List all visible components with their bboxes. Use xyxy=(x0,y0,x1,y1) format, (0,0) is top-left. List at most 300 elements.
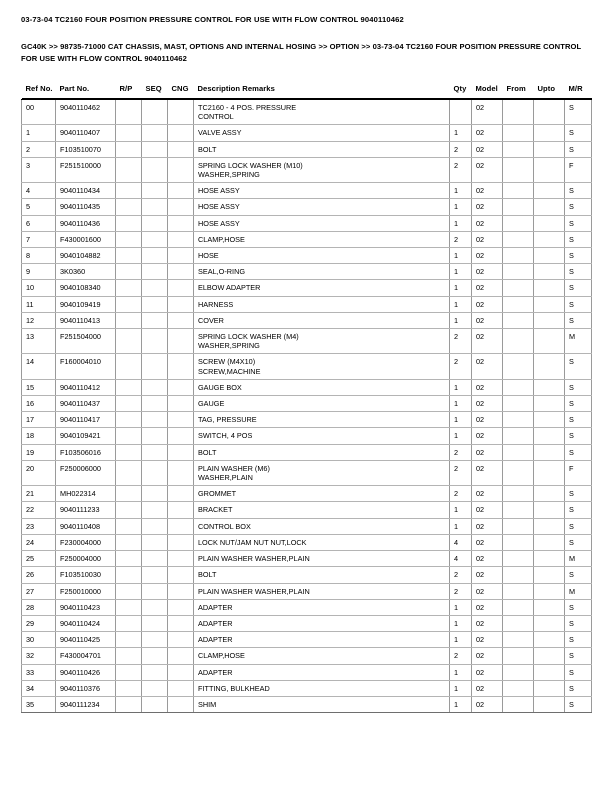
cell-cng xyxy=(168,329,194,354)
cell-description-line2: CONTROL xyxy=(198,112,234,122)
cell-cng xyxy=(168,215,194,231)
cell-ref-no: 15 xyxy=(22,379,56,395)
column-header-part-no: Part No. xyxy=(59,84,90,93)
cell-mr: S xyxy=(565,444,592,460)
cell-mr: S xyxy=(565,648,592,664)
cell-description: BOLT xyxy=(194,141,450,157)
table-row xyxy=(22,460,592,485)
cell-mr: S xyxy=(565,312,592,328)
column-header-qty: Qty xyxy=(453,84,467,93)
cell-qty: 2 xyxy=(450,648,472,664)
cell-model: 02 xyxy=(472,296,503,312)
cell-upto xyxy=(534,518,565,534)
cell-description: GROMMET xyxy=(194,486,450,502)
table-row xyxy=(22,329,592,354)
cell-from xyxy=(503,100,534,125)
cell-model: 02 xyxy=(472,157,503,182)
cell-ref-no: 11 xyxy=(22,296,56,312)
cell-ref-no: 10 xyxy=(22,280,56,296)
cell-seq xyxy=(142,567,168,583)
cell-part-no: 9040111233 xyxy=(56,502,116,518)
cell-seq xyxy=(142,329,168,354)
cell-ref-no: 2 xyxy=(22,141,56,157)
cell-mr: S xyxy=(565,264,592,280)
cell-part-no: F103510030 xyxy=(56,567,116,583)
cell-upto xyxy=(534,428,565,444)
cell-seq xyxy=(142,648,168,664)
cell-part-no: F250006000 xyxy=(56,460,116,485)
cell-description: BOLT xyxy=(194,444,450,460)
cell-rp xyxy=(116,264,142,280)
cell-upto xyxy=(534,312,565,328)
table-row xyxy=(22,534,592,550)
cell-seq xyxy=(142,664,168,680)
cell-rp xyxy=(116,502,142,518)
cell-from xyxy=(503,412,534,428)
cell-from xyxy=(503,379,534,395)
cell-upto xyxy=(534,460,565,485)
cell-rp xyxy=(116,444,142,460)
cell-part-no: F430004701 xyxy=(56,648,116,664)
column-header-description-remarks: Description Remarks xyxy=(197,84,275,93)
cell-cng xyxy=(168,460,194,485)
table-row xyxy=(22,183,592,199)
cell-seq xyxy=(142,412,168,428)
table-row xyxy=(22,199,592,215)
cell-rp xyxy=(116,312,142,328)
cell-rp xyxy=(116,296,142,312)
cell-description: HOSE xyxy=(194,248,450,264)
cell-model: 02 xyxy=(472,215,503,231)
cell-part-no: 9040109421 xyxy=(56,428,116,444)
cell-qty: 1 xyxy=(450,412,472,428)
cell-seq xyxy=(142,157,168,182)
cell-qty: 2 xyxy=(450,354,472,379)
table-row xyxy=(22,215,592,231)
cell-from xyxy=(503,141,534,157)
cell-mr: S xyxy=(565,183,592,199)
cell-ref-no: 21 xyxy=(22,486,56,502)
cell-cng xyxy=(168,632,194,648)
cell-model: 02 xyxy=(472,696,503,712)
cell-ref-no: 20 xyxy=(22,460,56,485)
cell-seq xyxy=(142,100,168,125)
cell-seq xyxy=(142,183,168,199)
cell-description-line2: SCREW,MACHINE xyxy=(198,366,261,376)
cell-upto xyxy=(534,599,565,615)
cell-ref-no: 6 xyxy=(22,215,56,231)
cell-seq xyxy=(142,396,168,412)
cell-description-line2: WASHER,PLAIN xyxy=(198,473,253,483)
cell-description: HOSE ASSY xyxy=(194,215,450,231)
cell-description: TC2160 - 4 POS. PRESSURE CONTROL xyxy=(194,100,450,125)
cell-rp xyxy=(116,664,142,680)
cell-mr: S xyxy=(565,354,592,379)
column-header-model: Model xyxy=(475,84,498,93)
cell-mr: M xyxy=(565,583,592,599)
cell-upto xyxy=(534,680,565,696)
cell-upto xyxy=(534,231,565,247)
cell-from xyxy=(503,534,534,550)
cell-cng xyxy=(168,518,194,534)
cell-description: GAUGE xyxy=(194,396,450,412)
cell-upto xyxy=(534,141,565,157)
cell-from xyxy=(503,396,534,412)
cell-part-no: 3K0360 xyxy=(56,264,116,280)
table-row xyxy=(22,264,592,280)
cell-rp xyxy=(116,696,142,712)
cell-rp xyxy=(116,534,142,550)
cell-qty: 2 xyxy=(450,157,472,182)
column-header-seq: SEQ xyxy=(145,84,162,93)
cell-upto xyxy=(534,648,565,664)
cell-rp xyxy=(116,551,142,567)
cell-mr: S xyxy=(565,518,592,534)
cell-cng xyxy=(168,157,194,182)
cell-upto xyxy=(534,264,565,280)
cell-model: 02 xyxy=(472,444,503,460)
cell-qty: 4 xyxy=(450,534,472,550)
cell-cng xyxy=(168,199,194,215)
table-row xyxy=(22,502,592,518)
cell-from xyxy=(503,215,534,231)
cell-seq xyxy=(142,125,168,141)
table-row xyxy=(22,354,592,379)
cell-mr: S xyxy=(565,199,592,215)
cell-ref-no: 19 xyxy=(22,444,56,460)
cell-seq xyxy=(142,354,168,379)
cell-cng xyxy=(168,280,194,296)
table-row xyxy=(22,428,592,444)
cell-upto xyxy=(534,632,565,648)
cell-part-no: 9040110434 xyxy=(56,183,116,199)
cell-description: ADAPTER xyxy=(194,599,450,615)
cell-part-no: 9040110408 xyxy=(56,518,116,534)
cell-ref-no: 4 xyxy=(22,183,56,199)
cell-model: 02 xyxy=(472,551,503,567)
cell-mr: S xyxy=(565,428,592,444)
cell-description: CLAMP,HOSE xyxy=(194,231,450,247)
cell-model: 02 xyxy=(472,183,503,199)
cell-upto xyxy=(534,396,565,412)
column-header-cng: CNG xyxy=(171,84,189,93)
cell-rp xyxy=(116,280,142,296)
cell-description: PLAIN WASHER WASHER,PLAIN xyxy=(194,583,450,599)
cell-from xyxy=(503,583,534,599)
cell-seq xyxy=(142,199,168,215)
cell-upto xyxy=(534,412,565,428)
cell-model: 02 xyxy=(472,680,503,696)
cell-qty: 1 xyxy=(450,428,472,444)
cell-from xyxy=(503,648,534,664)
cell-rp xyxy=(116,199,142,215)
cell-description: PLAIN WASHER (M6) WASHER,PLAIN xyxy=(194,460,450,485)
cell-seq xyxy=(142,141,168,157)
cell-from xyxy=(503,125,534,141)
cell-model: 02 xyxy=(472,583,503,599)
cell-model: 02 xyxy=(472,125,503,141)
cell-from xyxy=(503,615,534,631)
cell-part-no: 9040110412 xyxy=(56,379,116,395)
cell-cng xyxy=(168,534,194,550)
cell-rp xyxy=(116,615,142,631)
cell-part-no: F250004000 xyxy=(56,551,116,567)
table-row xyxy=(22,615,592,631)
breadcrumb: GC40K >> 98735-71000 CAT CHASSIS, MAST, OPTIONS AND INTERNAL HOSING >> OPTION >> 03-73-04 TC2160 FOUR POSITION PRESSURE CONTROL FOR USE WITH FLOW CONTROL 9040110462 xyxy=(21,42,582,63)
cell-upto xyxy=(534,199,565,215)
cell-ref-no: 17 xyxy=(22,412,56,428)
cell-upto xyxy=(534,296,565,312)
cell-part-no: MH022314 xyxy=(56,486,116,502)
cell-part-no: 9040110462 xyxy=(56,100,116,125)
cell-model: 02 xyxy=(472,199,503,215)
cell-qty xyxy=(450,100,472,125)
cell-from xyxy=(503,199,534,215)
cell-ref-no: 23 xyxy=(22,518,56,534)
cell-qty: 2 xyxy=(450,583,472,599)
cell-cng xyxy=(168,296,194,312)
cell-description: CLAMP,HOSE xyxy=(194,648,450,664)
cell-part-no: F250010000 xyxy=(56,583,116,599)
table-row xyxy=(22,412,592,428)
table-row xyxy=(22,379,592,395)
cell-part-no: F230004000 xyxy=(56,534,116,550)
cell-from xyxy=(503,632,534,648)
table-row xyxy=(22,157,592,182)
cell-cng xyxy=(168,567,194,583)
cell-cng xyxy=(168,141,194,157)
cell-mr: S xyxy=(565,615,592,631)
cell-qty: 1 xyxy=(450,396,472,412)
cell-cng xyxy=(168,412,194,428)
cell-ref-no: 25 xyxy=(22,551,56,567)
table-row xyxy=(22,518,592,534)
cell-part-no: 9040111234 xyxy=(56,696,116,712)
cell-description: HOSE ASSY xyxy=(194,183,450,199)
cell-seq xyxy=(142,502,168,518)
cell-cng xyxy=(168,680,194,696)
cell-description: ELBOW ADAPTER xyxy=(194,280,450,296)
cell-qty: 1 xyxy=(450,296,472,312)
cell-qty: 1 xyxy=(450,248,472,264)
cell-cng xyxy=(168,354,194,379)
cell-seq xyxy=(142,379,168,395)
cell-description-line2: WASHER,SPRING xyxy=(198,341,260,351)
cell-rp xyxy=(116,412,142,428)
cell-description: COVER xyxy=(194,312,450,328)
cell-upto xyxy=(534,215,565,231)
cell-qty: 2 xyxy=(450,444,472,460)
cell-rp xyxy=(116,460,142,485)
cell-description: SWITCH, 4 POS xyxy=(194,428,450,444)
cell-rp xyxy=(116,632,142,648)
column-header-from: From xyxy=(506,84,526,93)
cell-ref-no: 13 xyxy=(22,329,56,354)
page-title: 03-73-04 TC2160 FOUR POSITION PRESSURE CONTROL FOR USE WITH FLOW CONTROL 9040110462 xyxy=(21,15,404,24)
column-header-ref-no: Ref No. xyxy=(25,84,53,93)
cell-qty: 1 xyxy=(450,264,472,280)
cell-seq xyxy=(142,680,168,696)
cell-description: CONTROL BOX xyxy=(194,518,450,534)
cell-rp xyxy=(116,428,142,444)
cell-qty: 1 xyxy=(450,199,472,215)
cell-mr: S xyxy=(565,599,592,615)
cell-cng xyxy=(168,312,194,328)
table-row xyxy=(22,551,592,567)
cell-upto xyxy=(534,125,565,141)
cell-description: SHIM xyxy=(194,696,450,712)
cell-rp xyxy=(116,141,142,157)
cell-upto xyxy=(534,329,565,354)
cell-cng xyxy=(168,428,194,444)
table-row xyxy=(22,583,592,599)
cell-ref-no: 5 xyxy=(22,199,56,215)
cell-mr: M xyxy=(565,329,592,354)
cell-from xyxy=(503,280,534,296)
cell-rp xyxy=(116,567,142,583)
cell-part-no: F430001600 xyxy=(56,231,116,247)
cell-ref-no: 24 xyxy=(22,534,56,550)
cell-mr: S xyxy=(565,125,592,141)
cell-model: 02 xyxy=(472,567,503,583)
cell-cng xyxy=(168,502,194,518)
cell-seq xyxy=(142,583,168,599)
cell-from xyxy=(503,599,534,615)
cell-cng xyxy=(168,379,194,395)
cell-cng xyxy=(168,696,194,712)
table-row xyxy=(22,632,592,648)
table-header xyxy=(22,84,592,100)
cell-from xyxy=(503,444,534,460)
cell-rp xyxy=(116,125,142,141)
cell-from xyxy=(503,567,534,583)
cell-ref-no: 22 xyxy=(22,502,56,518)
cell-cng xyxy=(168,486,194,502)
cell-description: GAUGE BOX xyxy=(194,379,450,395)
cell-rp xyxy=(116,648,142,664)
cell-description: SPRING LOCK WASHER (M4) WASHER,SPRING xyxy=(194,329,450,354)
cell-model: 02 xyxy=(472,502,503,518)
cell-ref-no: 00 xyxy=(22,100,56,125)
cell-qty: 1 xyxy=(450,599,472,615)
cell-seq xyxy=(142,264,168,280)
cell-mr: S xyxy=(565,664,592,680)
cell-model: 02 xyxy=(472,534,503,550)
cell-part-no: 9040104882 xyxy=(56,248,116,264)
cell-rp xyxy=(116,329,142,354)
cell-seq xyxy=(142,551,168,567)
cell-mr: S xyxy=(565,280,592,296)
cell-mr: S xyxy=(565,248,592,264)
table-row xyxy=(22,567,592,583)
cell-rp xyxy=(116,583,142,599)
cell-from xyxy=(503,329,534,354)
cell-qty: 2 xyxy=(450,231,472,247)
table-row xyxy=(22,664,592,680)
cell-ref-no: 26 xyxy=(22,567,56,583)
cell-part-no: F103506016 xyxy=(56,444,116,460)
cell-from xyxy=(503,248,534,264)
cell-part-no: F103510070 xyxy=(56,141,116,157)
parts-table xyxy=(21,84,592,713)
cell-from xyxy=(503,231,534,247)
cell-seq xyxy=(142,518,168,534)
cell-seq xyxy=(142,696,168,712)
cell-upto xyxy=(534,157,565,182)
cell-rp xyxy=(116,599,142,615)
cell-description: ADAPTER xyxy=(194,664,450,680)
cell-from xyxy=(503,551,534,567)
cell-seq xyxy=(142,444,168,460)
cell-rp xyxy=(116,518,142,534)
cell-mr: M xyxy=(565,551,592,567)
cell-from xyxy=(503,183,534,199)
cell-mr: S xyxy=(565,696,592,712)
cell-seq xyxy=(142,615,168,631)
cell-from xyxy=(503,680,534,696)
cell-from xyxy=(503,518,534,534)
table-row xyxy=(22,100,592,125)
cell-rp xyxy=(116,486,142,502)
table-body xyxy=(22,100,592,713)
cell-description: HOSE ASSY xyxy=(194,199,450,215)
cell-cng xyxy=(168,100,194,125)
cell-from xyxy=(503,354,534,379)
cell-upto xyxy=(534,615,565,631)
cell-model: 02 xyxy=(472,460,503,485)
cell-part-no: 9040110424 xyxy=(56,615,116,631)
cell-model: 02 xyxy=(472,354,503,379)
cell-from xyxy=(503,428,534,444)
cell-mr: F xyxy=(565,460,592,485)
cell-ref-no: 32 xyxy=(22,648,56,664)
cell-qty: 1 xyxy=(450,632,472,648)
cell-ref-no: 3 xyxy=(22,157,56,182)
table-row xyxy=(22,599,592,615)
cell-description: TAG, PRESSURE xyxy=(194,412,450,428)
cell-qty: 1 xyxy=(450,680,472,696)
column-header-upto: Upto xyxy=(537,84,556,93)
cell-qty: 1 xyxy=(450,696,472,712)
cell-cng xyxy=(168,183,194,199)
cell-mr: S xyxy=(565,632,592,648)
cell-ref-no: 1 xyxy=(22,125,56,141)
table-row xyxy=(22,141,592,157)
cell-mr: S xyxy=(565,534,592,550)
cell-upto xyxy=(534,100,565,125)
cell-from xyxy=(503,696,534,712)
cell-ref-no: 16 xyxy=(22,396,56,412)
cell-part-no: 9040110426 xyxy=(56,664,116,680)
cell-seq xyxy=(142,534,168,550)
cell-seq xyxy=(142,312,168,328)
cell-seq xyxy=(142,428,168,444)
cell-description: ADAPTER xyxy=(194,632,450,648)
cell-cng xyxy=(168,664,194,680)
cell-cng xyxy=(168,648,194,664)
cell-part-no: 9040109419 xyxy=(56,296,116,312)
cell-rp xyxy=(116,354,142,379)
cell-from xyxy=(503,460,534,485)
cell-model: 02 xyxy=(472,329,503,354)
cell-seq xyxy=(142,215,168,231)
cell-description: VALVE ASSY xyxy=(194,125,450,141)
cell-part-no: F251504000 xyxy=(56,329,116,354)
table-row xyxy=(22,696,592,712)
cell-cng xyxy=(168,248,194,264)
table-header-row xyxy=(22,84,592,99)
cell-part-no: 9040110376 xyxy=(56,680,116,696)
